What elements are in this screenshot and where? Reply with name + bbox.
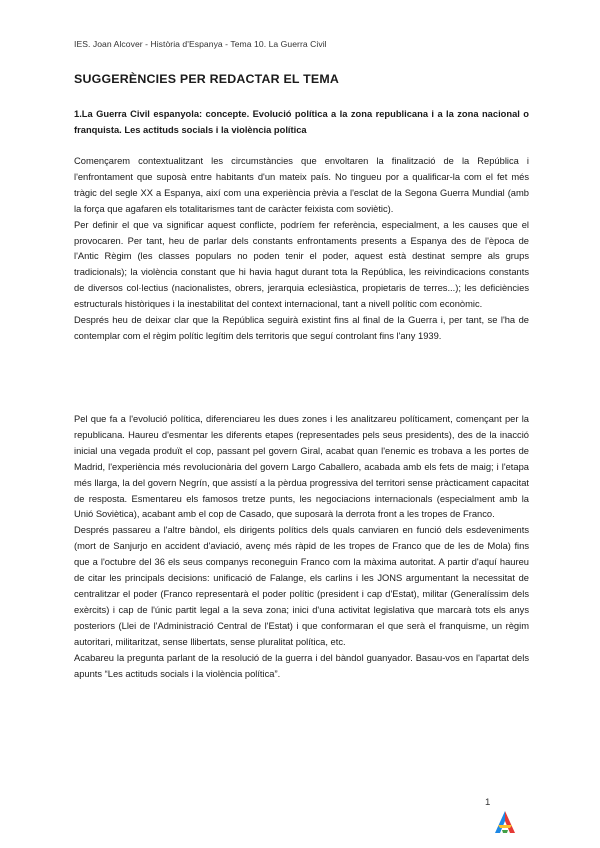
logo-shape-yellow: [498, 825, 512, 828]
running-header: IES. Joan Alcover - Història d'Espanya - Tema 10. La Guerra Civil: [74, 39, 327, 49]
paragraph: Pel que fa a l'evolució política, diferenciareu les dues zones i les analitzareu políticament, començant per la republicana. Haureu d'esmentar les diferents etapes (representades pels seus presidents), des de la inacció inicial una vegada produït el cop, passant pel govern Giral, acabat quan l'enemic es trobava a les portes de Madrid, l'experiència més revolucionària del govern Largo Caballero, acabada amb els fets de maig; i l'etapa més llarga, la del govern Negrín, que assistí a la pèrdua progressiva del territori sense pràcticament capacitat de resposta. Esmentareu els famosos tretze punts, les negociacions internacionals (especialment amb la Unió Soviètica), acabant amb el cop de Casado, que suposarà la derrota front a les tropes de Franco.: [74, 414, 529, 520]
body-text-block-1: [74, 154, 529, 345]
school-logo-icon: [494, 810, 516, 834]
logo-shape-green: [502, 830, 508, 833]
logo-shape-red: [505, 811, 515, 833]
document-title: SUGGERÈNCIES PER REDACTAR EL TEMA: [74, 72, 339, 86]
paragraph: Després passareu a l'altre bàndol, els dirigents polítics dels quals canviaren en funció dels esdeveniments (mort de Sanjurjo en accident d'aviació, avenç més ràpid de les tropes de Franco que de les de Mola) fins que a l'octubre del 36 els seus companys reconeguin Franco com la màxima autoritat. A partir d'aquí haureu de citar les principals decisions: unificació de Falange, els carlins i les JONS argumentant la necessitat de centralitzar el poder (Franco representarà el poder polític (president i cap d'Estat), militar (Generalíssim dels exèrcits) i cap de l'únic partit legal a la seva zona; inici d'una activitat legislativa que marcarà tots els anys posteriors (Llei de l'Administració Central de l'Estat) i que conformaran el que serà el franquisme, un règim autoritari, militaritzat, sense llibertats, sense pluralitat política, etc.: [74, 525, 529, 647]
body-text-block-2: [74, 412, 529, 682]
logo-shape-blue: [495, 811, 505, 833]
paragraph: Per definir el que va significar aquest conflicte, podríem fer referència, especialment, a les causes que el provocaren. Per tant, heu de parlar dels constants enfrontaments presents a Espanya des de l'època de l'Antic Règim (les classes populars no poden tenir el poder, aquest està destinat sempre als grups tradicionals); la violència constant que hi havia hagut durant tota la República, les reivindicacions constants de diversos col·lectius (nacionalistes, obrers, jerarquia eclesiàstica, propietaris de terres...); les deficiències estructurals històriques i la inestabilitat del context internacional, tant a nivell polític com econòmic.: [74, 219, 529, 310]
paragraph: Després heu de deixar clar que la República seguirà existint fins al final de la Guerra i, per tant, se l'ha de contemplar com el règim polític legítim dels territoris que seguí controlant fins l'any 1939.: [74, 315, 529, 341]
paragraph: Començarem contextualitzant les circumstàncies que envoltaren la finalització de la República i l'enfrontament que suposà entre habitants d'un mateix país. No tingueu por a qualificar-la com el fet més tràgic del segle XX a Espanya, així com una experiència prèvia a l'esclat de la Segona Guerra Mundial (amb la força que agafaren els totalitarismes tant de caràcter feixista com soviètic).: [74, 156, 529, 214]
section-title: 1.La Guerra Civil espanyola: concepte. Evolució política a la zona republicana i a la zona nacional o franquista. Les actituds socials i la violència política: [74, 109, 529, 135]
page-number: 1: [485, 797, 491, 808]
paragraph: Acabareu la pregunta parlant de la resolució de la guerra i del bàndol guanyador. Basau-vos en l'apartat dels apunts “Les actituds socials i la violència política”.: [74, 652, 529, 679]
